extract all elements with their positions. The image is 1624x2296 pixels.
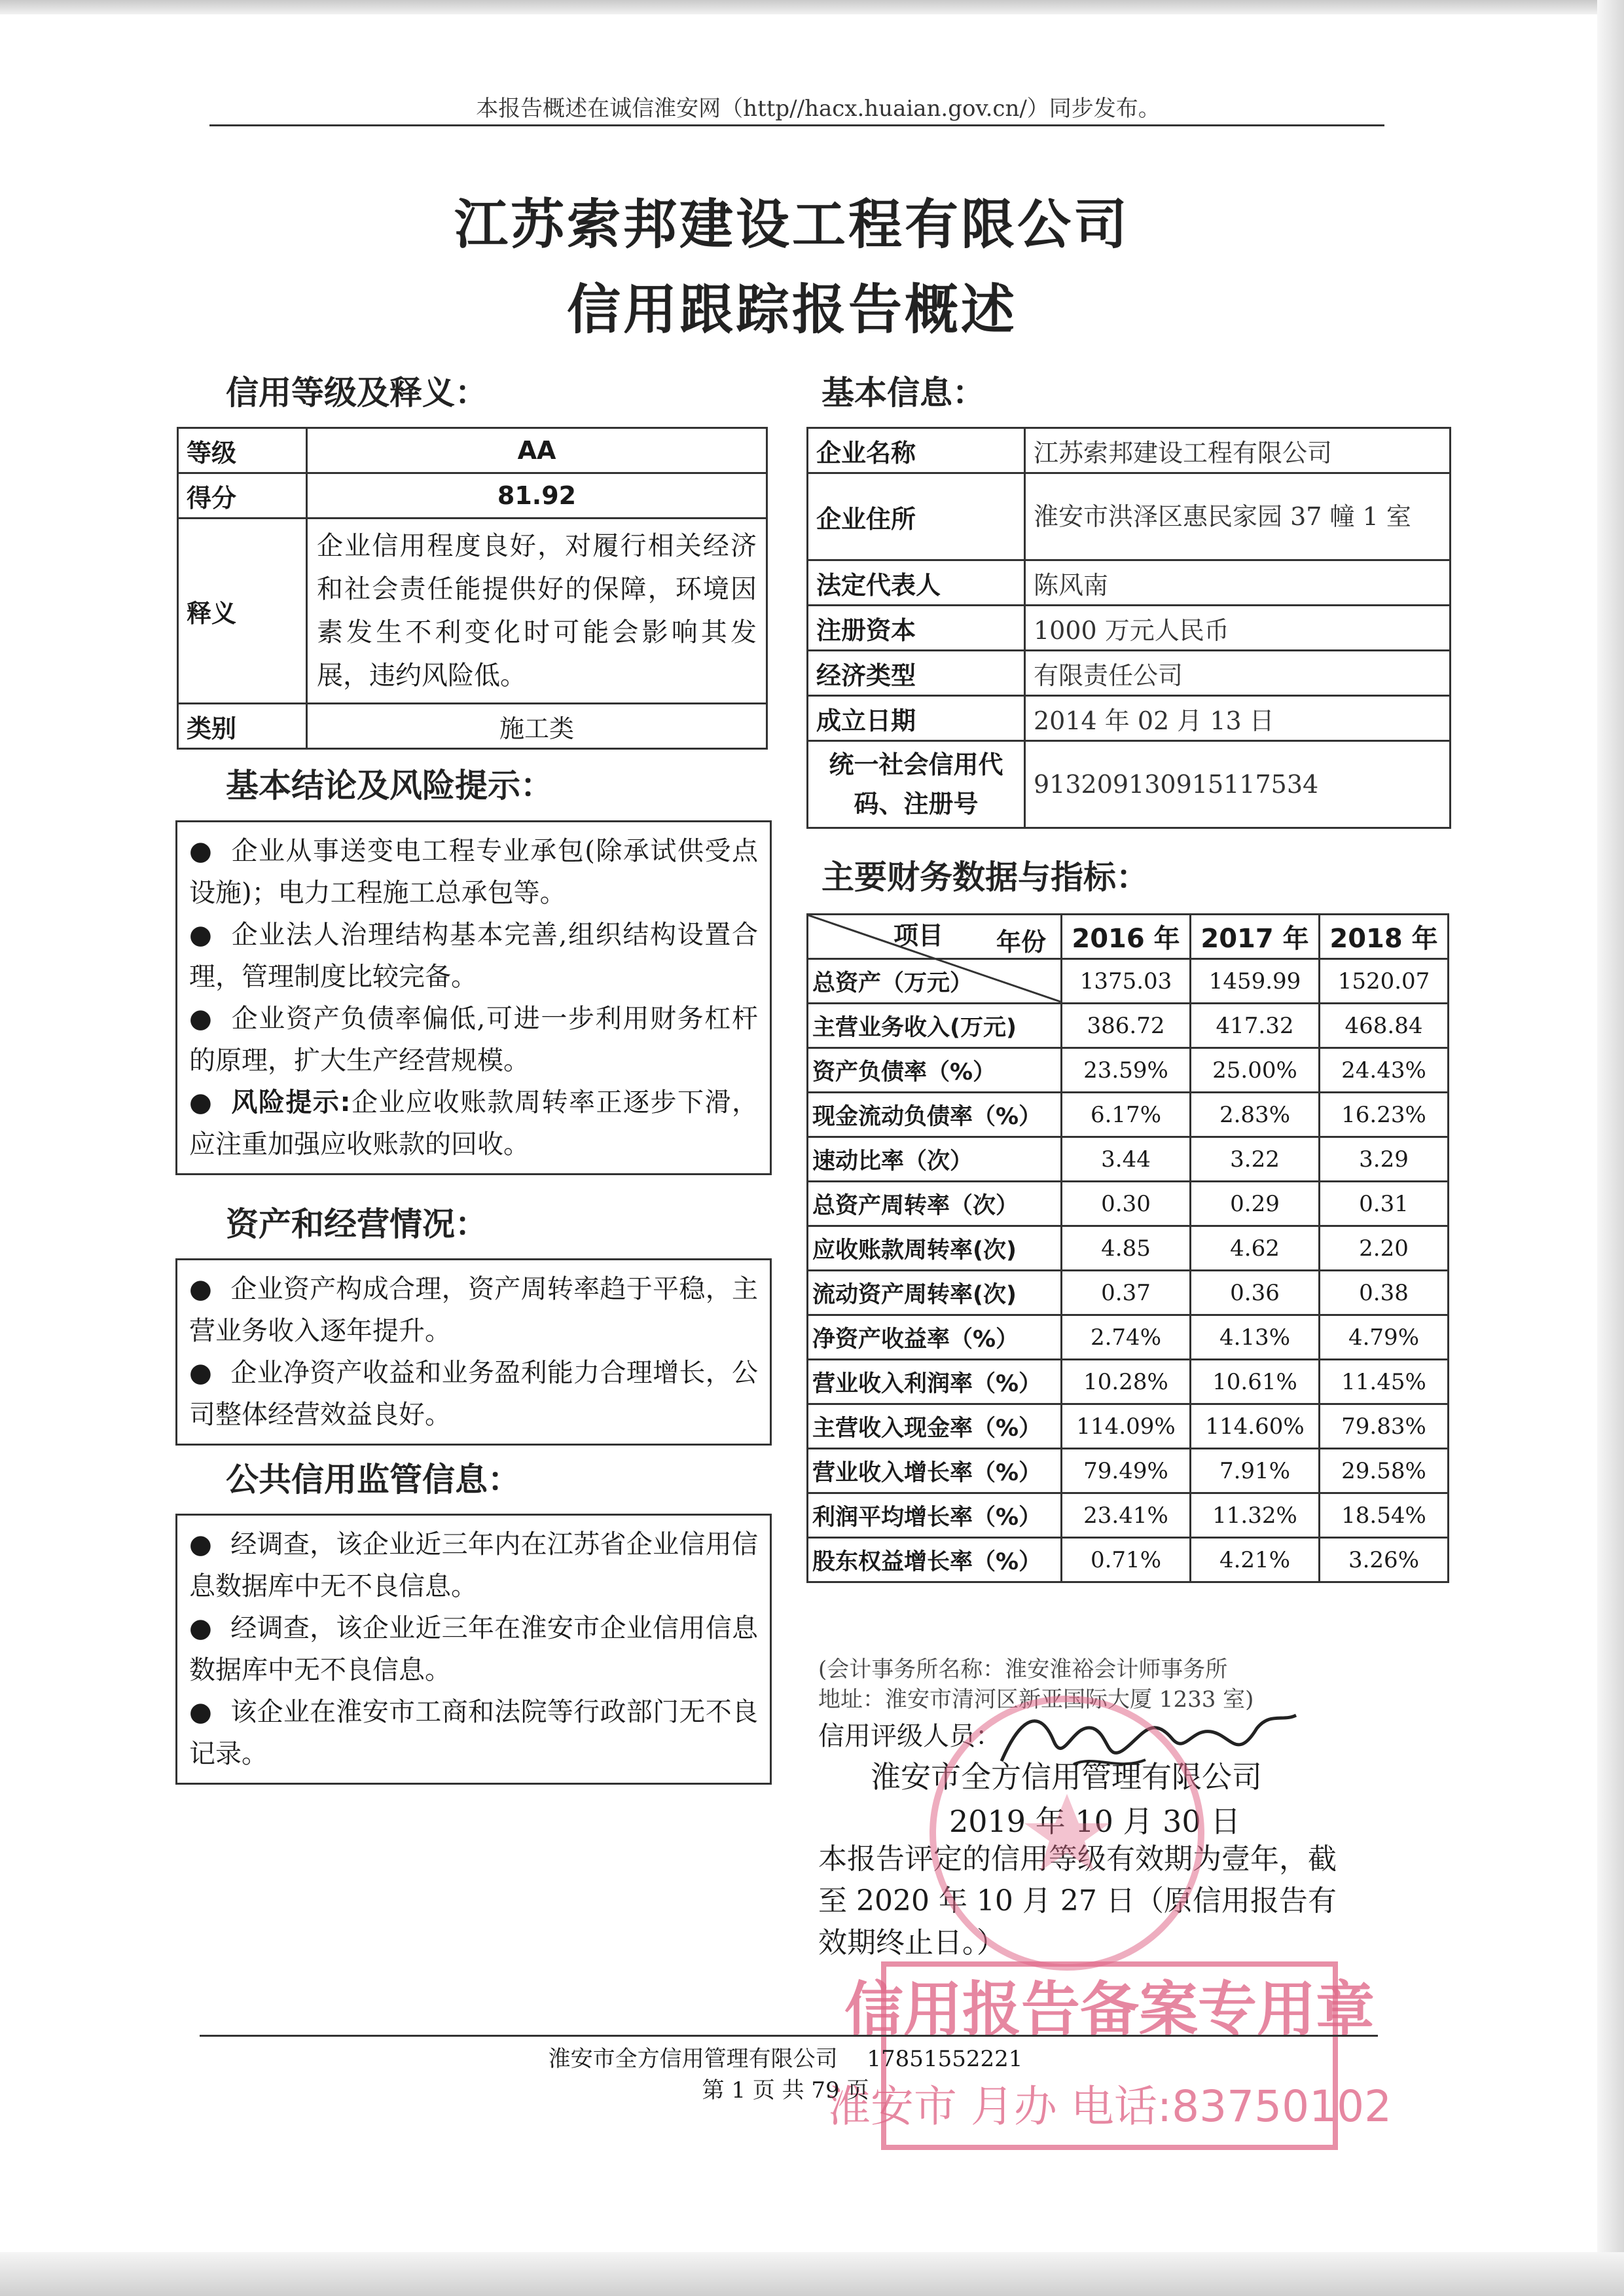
table-row: [808, 473, 1451, 560]
bullet-icon: ●: [189, 920, 213, 950]
list-item: ● 经调查，该企业近三年在淮安市企业信用信息数据库中无不良信息。: [189, 1613, 759, 1685]
table-row: [808, 1360, 1449, 1404]
table-row: [808, 1449, 1449, 1493]
info-label: 成立日期: [808, 696, 1025, 741]
grade-value: AA: [307, 428, 767, 473]
report-title-type: 信用跟踪报告概述: [566, 279, 1017, 341]
metric-label: 总资产（万元）: [808, 959, 1062, 1004]
table-row: [808, 741, 1451, 828]
metric-value: 2.74%: [1062, 1315, 1191, 1360]
metric-label: 总资产周转率（次）: [808, 1182, 1062, 1226]
bullet-icon: ●: [189, 1613, 213, 1643]
table-row: [808, 1004, 1449, 1048]
info-value: 陈风南: [1025, 560, 1451, 606]
metric-value: 4.62: [1191, 1226, 1320, 1271]
info-label: 经济类型: [808, 651, 1025, 696]
grade-table: [177, 427, 768, 750]
info-value: 91320913091511753​4: [1025, 741, 1451, 828]
metric-value: 1520.07: [1320, 959, 1449, 1004]
validity-statement: 本报告评定的信用等级有效期为壹年，截至 2020 年 10 月 27 日（原信用报告有效期终止日。）: [818, 1842, 1337, 1959]
metric-value: 386.72: [1062, 1004, 1191, 1048]
report-title-company: 江苏索邦建设工程有限公司: [454, 194, 1130, 256]
metric-value: 0.38: [1320, 1271, 1449, 1315]
metric-value: 2.83%: [1191, 1093, 1320, 1137]
metric-value: 10.28%: [1062, 1360, 1191, 1404]
metric-label: 主营收入现金率（%）: [808, 1404, 1062, 1449]
bullet-icon: ●: [189, 1087, 213, 1118]
metric-label: 速动比率（次）: [808, 1137, 1062, 1182]
finance-header-row: [808, 915, 1449, 959]
audit-address-note: 地址：淮安市清河区新亚国际大厦 1233 室): [818, 1686, 1254, 1713]
metric-value: 0.71%: [1062, 1538, 1191, 1582]
metric-label: 应收账款周转率(次): [808, 1226, 1062, 1271]
bullet-icon: ●: [189, 1529, 213, 1559]
meaning-value: 企业信用程度良好，对履行相关经济和社会责任能提供好的保障，环境因素发生不利变化时可能会影响其发展，违约风险低。: [307, 519, 767, 704]
metric-value: 4.85: [1062, 1226, 1191, 1271]
table-row: [808, 1315, 1449, 1360]
info-label: 注册资本: [808, 606, 1025, 651]
footer-company: 淮安市全方信用管理有限公司 17851552221: [548, 2046, 1023, 2072]
category-value: 施工类: [307, 704, 767, 749]
grade-row: [178, 428, 767, 473]
info-label: 统一社会信用代码、注册号: [808, 741, 1025, 828]
stamp-subtitle: 淮安市 月办 电话:83750102: [827, 2081, 1392, 2132]
metric-value: 468.84: [1320, 1004, 1449, 1048]
score-value: 81.92: [307, 473, 767, 519]
issuer-name: 淮安市全方信用管理有限公司: [871, 1759, 1262, 1795]
metric-value: 24.43%: [1320, 1048, 1449, 1093]
issue-date: 2019 年 10 月 30 日: [949, 1804, 1241, 1839]
list-item: ● 该企业在淮安市工商和法院等行政部门无不良记录。: [189, 1697, 759, 1769]
metric-value: 417.32: [1191, 1004, 1320, 1048]
metric-value: 4.13%: [1191, 1315, 1320, 1360]
table-row: [808, 1093, 1449, 1137]
table-row: [808, 1271, 1449, 1315]
grade-label: 等级: [178, 428, 307, 473]
table-row: [808, 651, 1451, 696]
metric-value: 6.17%: [1062, 1093, 1191, 1137]
metric-label: 利润平均增长率（%）: [808, 1493, 1062, 1538]
corner-year-label: 年份: [996, 928, 1046, 957]
metric-value: 3.22: [1191, 1137, 1320, 1182]
corner-cell: [808, 915, 1062, 959]
metric-value: 11.32%: [1191, 1493, 1320, 1538]
audit-firm-note: (会计事务所名称：淮安淮裕会计师事务所: [818, 1656, 1228, 1683]
metric-value: 10.61%: [1191, 1360, 1320, 1404]
metric-value: 2.20: [1320, 1226, 1449, 1271]
bullet-icon: ●: [189, 1004, 213, 1034]
risk-label: 风险提示:: [231, 1087, 351, 1118]
finance-heading: 主要财务数据与指标：: [821, 858, 1149, 896]
metric-label: 主营业务收入(万元): [808, 1004, 1062, 1048]
category-row: [178, 704, 767, 749]
metric-value: 1375.03: [1062, 959, 1191, 1004]
metric-label: 股东权益增长率（%）: [808, 1538, 1062, 1582]
metric-value: 25.00%: [1191, 1048, 1320, 1093]
operation-box: [175, 1258, 772, 1446]
info-label: 企业名称: [808, 428, 1025, 473]
metric-value: 3.29: [1320, 1137, 1449, 1182]
bullet-icon: ●: [189, 1697, 213, 1727]
metric-value: 0.30: [1062, 1182, 1191, 1226]
metric-value: 114.60%: [1191, 1404, 1320, 1449]
grade-section-heading: 信用等级及释义：: [226, 374, 488, 412]
footer-rule: [200, 2035, 1378, 2037]
table-row: [808, 560, 1451, 606]
metric-value: 114.09%: [1062, 1404, 1191, 1449]
list-item: ● 企业资产负债率偏低,可进一步利用财务杠杆的原理，扩大生产经营规模。: [189, 1004, 758, 1076]
list-item: ● 企业净资产收益和业务盈利能力合理增长，公司整体经营效益良好。: [189, 1358, 759, 1430]
metric-value: 79.49%: [1062, 1449, 1191, 1493]
metric-label: 营业收入增长率（%）: [808, 1449, 1062, 1493]
conclusion-section-heading: 基本结论及风险提示：: [226, 767, 553, 805]
metric-value: 4.21%: [1191, 1538, 1320, 1582]
public-section-heading: 公共信用监管信息：: [226, 1461, 520, 1499]
meaning-row: [178, 519, 767, 704]
metric-label: 营业收入利润率（%）: [808, 1360, 1062, 1404]
info-label: 企业住所: [808, 473, 1025, 560]
risk-item: [189, 1082, 758, 1165]
footer-page-number: 第 1 页 共 79 页: [702, 2077, 869, 2104]
list-item: ● 企业法人治理结构基本完善,组织结构设置合理，管理制度比较完备。: [189, 920, 758, 992]
table-row: [808, 1182, 1449, 1226]
metric-value: 0.29: [1191, 1182, 1320, 1226]
table-row: [808, 1538, 1449, 1582]
metric-value: 23.59%: [1062, 1048, 1191, 1093]
metric-value: 7.91%: [1191, 1449, 1320, 1493]
info-value: 江苏索邦建设工程有限公司: [1025, 428, 1451, 473]
bullet-icon: ●: [189, 1274, 213, 1304]
meaning-label: 释义: [178, 519, 307, 704]
metric-label: 净资产收益率（%）: [808, 1315, 1062, 1360]
metric-value: 18.54%: [1320, 1493, 1449, 1538]
metric-value: 16.23%: [1320, 1093, 1449, 1137]
public-info-box: [175, 1514, 772, 1785]
metric-value: 3.26%: [1320, 1538, 1449, 1582]
header-rule: [209, 124, 1384, 126]
list-item: ● 企业从事送变电工程专业承包(除承试供受点设施)；电力工程施工总承包等。: [189, 836, 759, 908]
table-row: [808, 606, 1451, 651]
scan-edge-right: [1597, 0, 1624, 2296]
info-value: 淮安市洪泽区惠民家园 37 幢 1 室: [1025, 473, 1451, 560]
metric-label: 现金流动负债率（%）: [808, 1093, 1062, 1137]
info-value: 有限责任公司: [1025, 651, 1451, 696]
finance-table: [806, 913, 1449, 1583]
basic-info-heading: 基本信息：: [821, 374, 985, 412]
metric-value: 0.31: [1320, 1182, 1449, 1226]
corner-item-label: 项目: [893, 921, 944, 950]
metric-value: 4.79%: [1320, 1315, 1449, 1360]
metric-value: 0.36: [1191, 1271, 1320, 1315]
year-header: 2017 年: [1191, 915, 1320, 959]
score-label: 得分: [178, 473, 307, 519]
metric-value: 1459.99: [1191, 959, 1320, 1004]
header-note: 本报告概述在诚信淮安网（http//hacx.huaian.gov.cn/）同步发布。: [476, 96, 1161, 122]
metric-value: 23.41%: [1062, 1493, 1191, 1538]
basic-info-table: [806, 427, 1451, 829]
list-item: ● 企业资产构成合理，资产周转率趋于平稳，主营业务收入逐年提升。: [189, 1274, 759, 1346]
bullet-icon: ●: [189, 836, 213, 866]
list-item: ● 经调查，该企业近三年内在江苏省企业信用信息数据库中无不良信息。: [189, 1529, 759, 1601]
metric-label: 资产负债率（%）: [808, 1048, 1062, 1093]
info-value: 1000 万元人民币: [1025, 606, 1451, 651]
category-label: 类别: [178, 704, 307, 749]
metric-value: 79.83%: [1320, 1404, 1449, 1449]
table-row: [808, 1493, 1449, 1538]
metric-value: 3.44: [1062, 1137, 1191, 1182]
info-label: 法定代表人: [808, 560, 1025, 606]
scan-edge-top: [0, 0, 1624, 14]
table-row: [808, 696, 1451, 741]
info-value: 2014 年 02 月 13 日: [1025, 696, 1451, 741]
table-row: [808, 1048, 1449, 1093]
score-row: [178, 473, 767, 519]
year-header: 2018 年: [1320, 915, 1449, 959]
table-row: [808, 1404, 1449, 1449]
operation-section-heading: 资产和经营情况：: [226, 1205, 488, 1243]
table-row: [808, 1137, 1449, 1182]
risk-text: 企业应收账款周转率正逐步下滑，应注重加强应收账款的回收。: [189, 1087, 759, 1159]
table-row: [808, 428, 1451, 473]
conclusion-box: [175, 820, 772, 1175]
table-row: [808, 1226, 1449, 1271]
year-header: 2016 年: [1062, 915, 1191, 959]
bullet-icon: ●: [189, 1358, 213, 1388]
metric-value: 0.37: [1062, 1271, 1191, 1315]
rater-label: 信用评级人员：: [818, 1721, 1001, 1751]
scan-edge-bottom: [0, 2252, 1624, 2296]
metric-value: 11.45%: [1320, 1360, 1449, 1404]
metric-value: 29.58%: [1320, 1449, 1449, 1493]
metric-label: 流动资产周转率(次): [808, 1271, 1062, 1315]
stamp-title: 信用报告备案专用章: [844, 1975, 1375, 2044]
